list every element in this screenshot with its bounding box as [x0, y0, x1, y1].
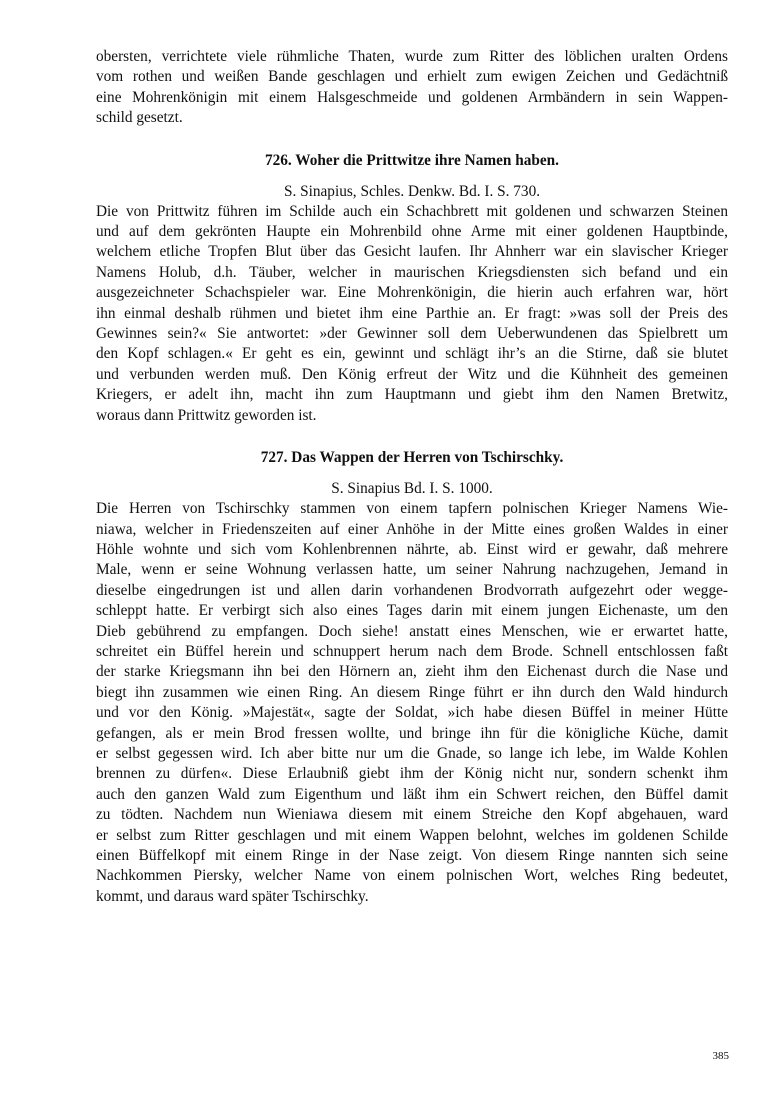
text-line: Dieb gebührend zu empfangen. Doch siehe! anstatt eines Menschen, wie er erwartet hatte,: [96, 622, 728, 640]
text-line: schleppt hatte. Er verbirgt sich also eines Tages darin mit einem jungen Eichenaste, um den: [96, 602, 728, 620]
text-line: welchem etliche Tropfen Blut über das Gesicht laufen. Ihr Ahnherr war ein slavischer Krieger: [96, 243, 728, 261]
text-line: er selbst gegessen wird. Ich aber bitte nur um die Gnade, so lange ich lebe, im Walde Kohlen: [96, 744, 728, 762]
text-line: eine Mohrenkönigin mit einem Halsgeschmeide und goldenen Armbändern in sein Wappen-: [96, 88, 728, 106]
text-line: Höhle wohnte und sich vom Kohlenbrennen nährte, ab. Einst wird er gewahr, daß mehrere: [96, 540, 728, 558]
text-line: Die Herren von Tschirschky stammen von einem tapfern polnischen Krieger Namens Wie-: [96, 500, 728, 518]
text-line: und auf dem gekrönten Haupte ein Mohrenbild ohne Arme mit einer goldenen Hauptbinde,: [96, 223, 728, 241]
text-line: brennen zu dürfen«. Diese Erlaubniß giebt ihm der König nicht nur, sondern schenkt ihm: [96, 765, 728, 783]
section-727-paragraph: [96, 499, 728, 907]
text-line: Gewinnes sein?« Sie antwortet: »der Gewinner soll dem Ueberwundenen das Spielbrett um: [96, 325, 728, 343]
text-line: vom rothen und weißen Bande geschlagen und erhielt zum ewigen Zeichen und Gedächtniß: [96, 68, 728, 86]
page-number: 385: [712, 1050, 729, 1062]
text-line: gefangen, als er mein Brod fressen wollte, und bringe ihn für die königliche Küche, damit: [96, 724, 728, 742]
text-line: woraus dann Prittwitz geworden ist.: [96, 406, 317, 424]
text-line: kommt, und daraus ward später Tschirschky.: [96, 887, 369, 905]
text-line: schreitet ein Büffel herein und schnuppert herum nach dem Brode. Schnell entschlossen faßt: [96, 642, 728, 660]
text-line: ihn einmal deshalb rühmen und bietet ihm eine Parthie an. Er fragt: »was soll der Preis des: [96, 304, 728, 322]
text-line: niawa, welcher in Friedenszeiten auf einer Anhöhe in der Mitte eines großen Waldes in einer: [96, 520, 728, 538]
text-line: dieselbe eingedrungen ist und allen darin vorhandenen Brodvorrath aufgezehrt oder wegge-: [96, 581, 728, 599]
text-line: Nachkommen Piersky, welcher Name von einem polnischen Wort, welches Ring bedeutet,: [96, 867, 728, 885]
intro-paragraph: [96, 47, 728, 129]
text-line: den Kopf schlagen.« Er geht es ein, gewinnt und schlägt ihr’s an die Stirne, daß sie blutet: [96, 345, 728, 363]
text-line: und vor den König. »Majestät«, sagte der Soldat, »ich habe diesen Büffel in meiner Hütte: [96, 704, 728, 722]
section-726-paragraph: [96, 202, 728, 426]
text-line: Male, wenn er seine Wohnung verlassen hatte, um seiner Nahrung nachzugehen, Jemand in: [96, 561, 728, 579]
text-line: der starke Kriegsmann ihn bei den Hörnern an, zieht ihm den Eichenast durch die Nase und: [96, 663, 728, 681]
section-726-source: S. Sinapius, Schles. Denkw. Bd. I. S. 730.: [283, 182, 541, 200]
book-page: [96, 47, 728, 907]
text-line: Die von Prittwitz führen im Schilde auch ein Schachbrett mit goldenen und schwarzen Steinen: [96, 202, 728, 220]
section-726-heading: 726. Woher die Prittwitze ihre Namen haben.: [264, 151, 560, 169]
text-line: einen Büffelkopf mit einem Ringe in der Nase zeigt. Von diesem Ringe nannten sich seine: [96, 847, 728, 864]
text-line: obersten, verrichtete viele rühmliche Thaten, wurde zum Ritter des löblichen uralten Ordens: [96, 48, 728, 65]
section-727-source: S. Sinapius Bd. I. S. 1000.: [331, 480, 493, 498]
text-line: ausgezeichneter Schachspieler war. Eine Mohrenkönigin, die hierin auch erfahren war, hört: [96, 284, 728, 302]
text-line: zu tödten. Nachdem nun Wieniawa diesem mit einem Streiche den Kopf abgehauen, ward: [96, 806, 728, 824]
text-line: biegt ihn zusammen wie einen Ring. An diesem Ringe führt er ihn durch den Wald hindurch: [96, 683, 728, 701]
section-727-heading: 727. Das Wappen der Herren von Tschirschky.: [260, 449, 564, 467]
text-line: und verbunden werden muß. Den König erfreut der Witz und die Kühnheit des gemeinen: [96, 365, 728, 383]
text-line: schild gesetzt.: [96, 109, 183, 127]
text-line: Namens Holub, d.h. Täuber, welcher in maurischen Kriegsdiensten sich befand und ein: [96, 263, 728, 281]
text-line: er selbst zum Ritter geschlagen und mit einem Wappen belohnt, welches im goldenen Schilde: [96, 826, 728, 844]
text-line: Kriegers, er adelt ihn, macht ihn zum Hauptmann und giebt ihm den Namen Bretwitz,: [96, 386, 728, 404]
text-line: auch den ganzen Wald zum Eigenthum und läßt ihm ein Schwert reichen, den Büffel damit: [96, 785, 728, 803]
